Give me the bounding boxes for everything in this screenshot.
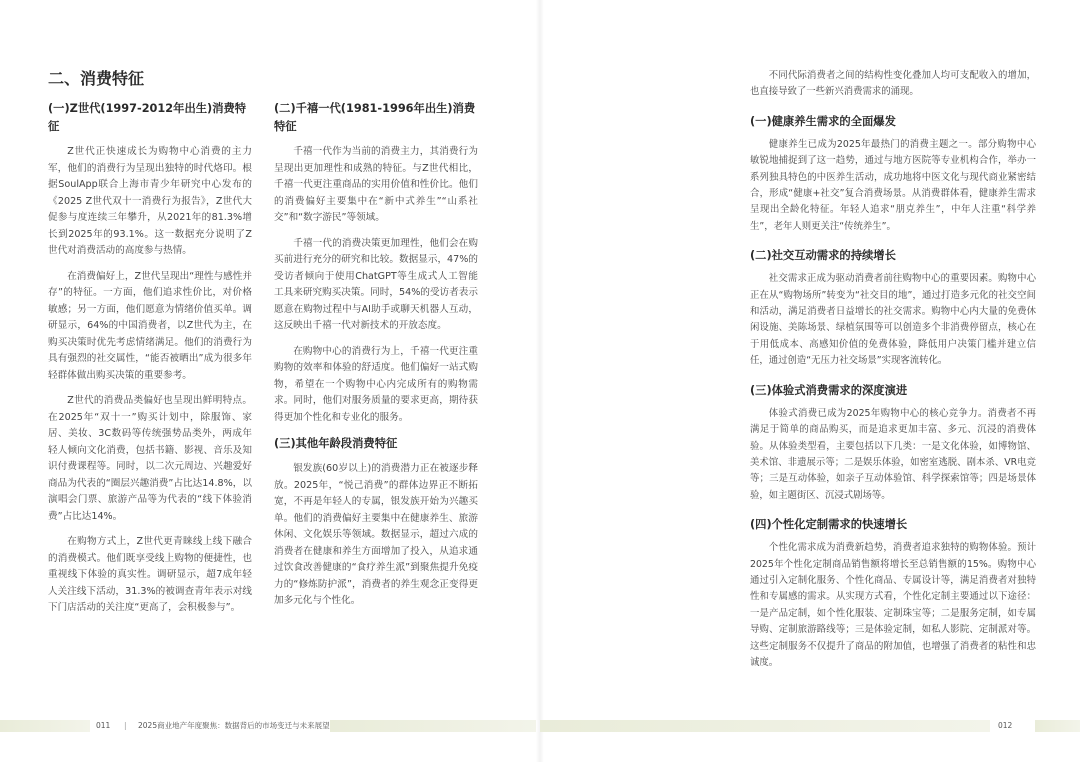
column-millennials [274,100,478,619]
paragraph: 健康养生已成为2025年最热门的消费主题之一。部分购物中心敏锐地捕捉到了这一趋势，通过与地方医院等专业机构合作，举办一系列独具特色的中医养生活动，成功地将中医文化与现代商业紧密结合，形成“健康+社交”复合消费场景。从消费群体看，健康养生需求呈现出全龄化特征。年轻人追求“朋克养生”，中年人注重“科学养生”，老年人则更关注“传统养生”。 [750,138,1036,232]
paragraph: 千禧一代作为当前的消费主力，其消费行为呈现出更加理性和成熟的特征。与Z世代相比，千禧一代更注重商品的实用价值和性价比。他们的消费偏好主要集中在“新中式养生”“山系社交”和“数字游民”等领域。 [274,146,478,223]
heading-gen-z: (一)Z世代(1997-2012年出生)消费特征 [48,102,247,133]
paragraph: 银发族(60岁以上)的消费潜力正在被逐步释放。2025年，“悦己消费”的群体边界正不断拓宽，不再是年轻人的专属，银发族开始为兴趣买单。他们的消费偏好主要集中在健康养生、旅游休闲、文化娱乐等领域。数据显示，超过六成的消费者在健康和养生方面增加了投入，从追求通过饮食改善健康的“食疗养生派”到聚焦提升免疫力的“修炼防护派”，消费者的养生观念正变得更加多元化与个性化。 [274,463,478,606]
paragraph: 千禧一代的消费决策更加理性，他们会在购买前进行充分的研究和比较。数据显示，47%的受访者倾向于使用ChatGPT等生成式人工智能工具来研究购买决策。同时，54%的受访者表示愿意在购物过程中与AI助手或聊天机器人互动，这反映出千禧一代对新技术的开放态度。 [274,237,478,331]
paragraph: 个性化需求成为消费新趋势，消费者追求独特的购物体验。预计2025年个性化定制商品销售额将增长至总销售额的15%。购物中心通过引入定制化服务、个性化商品、专属设计等，满足消费者对独特性和专属感的需求。从实现方式看，个性化定制主要通过以下途径：一是产品定制，如个性化服装、定制珠宝等；二是服务定制，如专属导购、定制旅游路线等；三是体验定制，如私人影院、定制派对等。这些定制服务不仅提升了商品的附加值，也增强了消费者的粘性和忠诚度。 [750,542,1036,668]
heading-experience: (三)体验式消费需求的深度演进 [750,383,908,397]
paragraph: 体验式消费已成为2025年购物中心的核心竞争力。消费者不再满足于简单的商品购买，而是追求更加丰富、多元、沉浸的消费体验。从体验类型看，主要包括以下几类：一是文化体验，如博物馆、美术馆、非遗展示等；二是娱乐体验，如密室逃脱、剧本杀、VR电竞等；三是互动体验，如亲子互动体验馆、科学探索馆等；四是场景体验，如主题街区、沉浸式剧场等。 [750,407,1036,501]
column-gen-z [48,100,252,626]
paragraph: 社交需求正成为驱动消费者前往购物中心的重要因素。购物中心正在从“购物场所”转变为“社交目的地”，通过打造多元化的社交空间和活动，满足消费者日益增长的社交需求。购物中心内大量的免费休闲设施、美陈场景、绿植氛围等可以创造多个非消费停留点，核心在于用低成本、高感知价值的免费体验，降低用户决策门槛并建立信任，通过创造“无压力社交场景”实现客流转化。 [750,273,1036,367]
footer-decor-bar [1035,720,1080,732]
column-emerging-demands [750,68,1036,675]
heading-health: (一)健康养生需求的全面爆发 [750,114,896,128]
report-title: 2025商业地产年度聚焦：数据背后的市场变迁与未来展望 [138,721,330,730]
footer-separator: | [124,721,127,730]
page-number-right: 012 [998,721,1013,730]
heading-social: (二)社交互动需求的持续增长 [750,249,896,263]
section-title: 二、消费特征 [48,69,145,88]
paragraph: 在购物中心的消费行为上，千禧一代更注重购物的效率和体验的舒适度。他们偏好一站式购物，希望在一个购物中心内完成所有的购物需求。同时，他们对服务质量的要求更高，期待获得更加个性化和专业化的服务。 [274,345,478,423]
footer-decor-bar [0,720,90,732]
intro-paragraph: 不同代际消费者之间的结构性变化叠加人均可支配收入的增加，也直接导致了一些新兴消费需求的涌现。 [750,70,1036,98]
heading-customization: (四)个性化定制需求的快速增长 [750,518,908,532]
footer-decor-bar [540,720,990,732]
heading-millennials: (二)千禧一代(1981-1996年出生)消费特征 [274,102,476,133]
paragraph: Z世代正快速成长为购物中心消费的主力军，他们的消费行为呈现出独特的时代烙印。根据SoulApp联合上海市青少年研究中心发布的《2025 Z世代双十一消费行为报告》，Z世代大促参与度连续三年攀升，从2021年的81.3%增长到2025年的93.1%。这一数据充分说明了Z世代对消费活动的高度参与热情。 [48,146,252,256]
footer-decor-bar [330,720,540,732]
page-number-left: 011 [96,721,111,730]
heading-other-ages: (三)其他年龄段消费特征 [274,437,398,450]
paragraph: 在消费偏好上，Z世代呈现出“理性与感性并存”的特征。一方面，他们追求性价比，对价格敏感；另一方面，他们愿意为情绪价值买单。调研显示，64%的中国消费者，以Z世代为主，在购买决策时优先考虑情绪满足。他们的消费行为具有强烈的社交属性，“能否被晒出”成为很多年轻群体做出购买决策的重要参考。 [48,270,252,381]
paragraph: Z世代的消费品类偏好也呈现出鲜明特点。在2025年“双十一”购买计划中，除服饰、家居、美妆、3C数码等传统强势品类外，两成年轻人倾向文化消费，包括书籍、影视、音乐及知识付费课程等。同时，以二次元周边、兴趣爱好商品为代表的“圈层兴趣消费”占比达14.8%，以演唱会门票、旅游产品等为代表的“线下体验消费”占比达14%。 [48,395,252,522]
paragraph: 在购物方式上，Z世代更青睐线上线下融合的消费模式。他们既享受线上购物的便捷性，也重视线下体验的真实性。调研显示，超7成年轻人关注线下活动，31.3%的被调查青年表示对线下门店活动的关注度“更高了，会积极参与”。 [48,536,252,613]
